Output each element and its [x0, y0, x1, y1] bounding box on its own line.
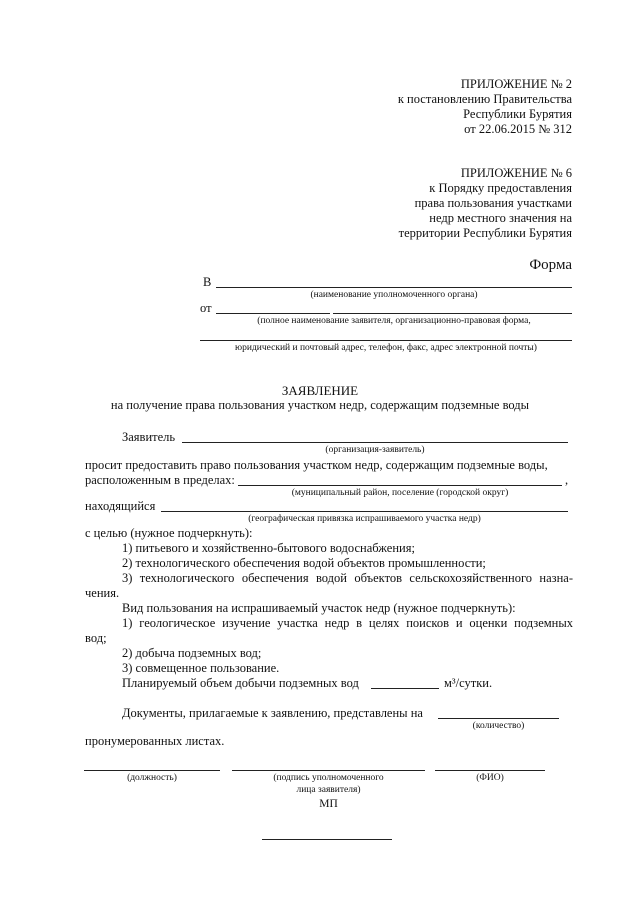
fio-caption: (ФИО) — [476, 773, 504, 783]
docs-count-field[interactable] — [438, 718, 559, 719]
usage-option-1[interactable]: 1) геологическое изучение участка недр в целях поисков и оценки подземных — [122, 616, 573, 630]
document-title: ЗАЯВЛЕНИЕ — [281, 383, 359, 398]
usage-option-3[interactable]: 3) совмещенное пользование. — [122, 661, 280, 675]
applicant-caption: (организация-заявитель) — [325, 445, 425, 455]
volume-label: Планируемый объем добычи подземных вод — [122, 676, 359, 690]
from-field-2[interactable] — [200, 340, 572, 341]
situated-caption: (географическая привязка испрашиваемого участка недр) — [248, 514, 481, 524]
situated-label: находящийся — [85, 499, 156, 513]
usage-option-1-cont: вод; — [85, 631, 107, 645]
purpose-label: с целью (нужное подчеркнуть): — [85, 526, 253, 540]
from-field-a[interactable] — [216, 313, 330, 314]
appendix2-line: к постановлению Правительства — [397, 92, 572, 106]
request-line: просит предоставить право пользования участком недр, содержащим подземные воды, — [85, 458, 548, 472]
signature-caption-1: (подпись уполномоченного — [273, 773, 384, 783]
docs-caption: (количество) — [472, 721, 525, 731]
located-label: расположенным в пределах: — [85, 473, 235, 487]
located-field[interactable] — [238, 485, 562, 486]
volume-unit: м³/сутки. — [444, 676, 493, 690]
to-caption: (наименование уполномоченного органа) — [310, 290, 478, 300]
volume-field[interactable] — [371, 688, 439, 689]
applicant-field[interactable] — [182, 442, 568, 443]
signature-field[interactable] — [232, 770, 425, 771]
appendix2-line: Республики Бурятия — [463, 107, 572, 121]
position-field[interactable] — [84, 770, 220, 771]
situated-field[interactable] — [161, 511, 568, 512]
date-field[interactable] — [262, 839, 392, 840]
purpose-option-3[interactable]: 3) технологического обеспечения водой объектов сельскохозяйственного назна- — [122, 571, 573, 585]
docs-tail: пронумерованных листах. — [85, 734, 225, 748]
appendix6-title: ПРИЛОЖЕНИЕ № 6 — [460, 166, 572, 180]
appendix6-line: территории Республики Бурятия — [398, 226, 572, 240]
appendix6-line: права пользования участками — [414, 196, 572, 210]
appendix2-line: от 22.06.2015 № 312 — [464, 122, 572, 136]
purpose-option-2[interactable]: 2) технологического обеспечения водой объектов промышленности; — [122, 556, 486, 570]
to-prefix: В — [203, 275, 212, 289]
signature-caption-2: лица заявителя) — [296, 785, 361, 795]
located-comma: , — [565, 473, 569, 487]
form-label: Форма — [529, 257, 572, 273]
from-field-b[interactable] — [333, 313, 572, 314]
appendix2-title: ПРИЛОЖЕНИЕ № 2 — [460, 77, 572, 91]
document-subtitle: на получение права пользования участком недр, содержащим подземные воды — [110, 398, 530, 412]
usage-label: Вид пользования на испрашиваемый участок недр (нужное подчеркнуть): — [122, 601, 516, 615]
stamp-label: МП — [319, 798, 338, 810]
position-caption: (должность) — [127, 773, 177, 783]
from-caption-2: юридический и почтовый адрес, телефон, факс, адрес электронной почты) — [235, 343, 537, 353]
appendix6-line: к Порядку предоставления — [429, 181, 572, 195]
from-prefix: от — [200, 301, 212, 315]
purpose-option-1[interactable]: 1) питьевого и хозяйственно-бытового водоснабжения; — [122, 541, 415, 555]
docs-label: Документы, прилагаемые к заявлению, представлены на — [122, 706, 423, 720]
located-caption: (муниципальный район, поселение (городской округ) — [291, 488, 509, 498]
from-caption-1: (полное наименование заявителя, организационно-правовая форма, — [257, 316, 531, 326]
purpose-option-3-cont: чения. — [85, 586, 120, 600]
usage-option-2[interactable]: 2) добыча подземных вод; — [122, 646, 262, 660]
appendix6-line: недр местного значения на — [429, 211, 572, 225]
to-field[interactable] — [216, 287, 572, 288]
applicant-label: Заявитель — [122, 430, 176, 444]
fio-field[interactable] — [435, 770, 545, 771]
